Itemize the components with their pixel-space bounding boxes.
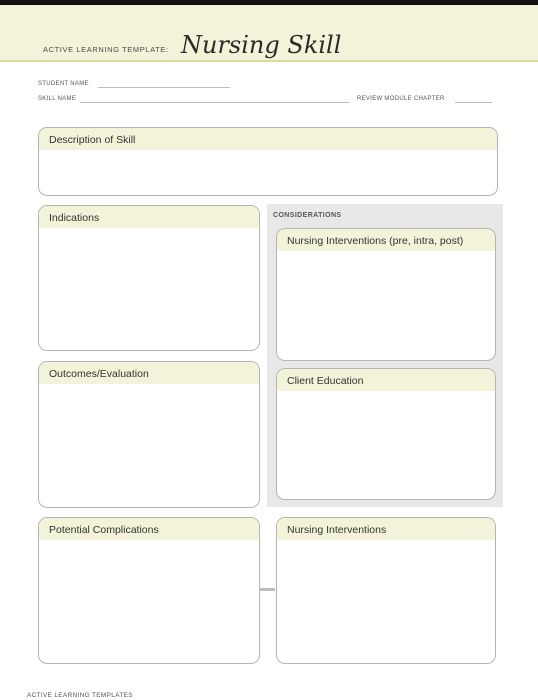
description-text-area[interactable] bbox=[39, 150, 497, 196]
template-header bbox=[0, 5, 538, 62]
outcomes-heading: Outcomes/Evaluation bbox=[39, 362, 259, 384]
potential-complications-heading: Potential Complications bbox=[39, 518, 259, 540]
nursing-interventions-heading: Nursing Interventions bbox=[277, 518, 495, 540]
indications-box bbox=[38, 205, 260, 351]
nursing-interventions-box bbox=[276, 517, 496, 664]
nursing-interventions-pip-box bbox=[276, 228, 496, 361]
client-education-heading: Client Education bbox=[277, 369, 495, 391]
client-education-box bbox=[276, 368, 496, 500]
outcomes-box bbox=[38, 361, 260, 508]
review-module-chapter-field[interactable] bbox=[455, 102, 492, 103]
potential-complications-text-area[interactable] bbox=[39, 540, 259, 664]
skill-name-field[interactable] bbox=[80, 102, 350, 103]
outcomes-text-area[interactable] bbox=[39, 384, 259, 508]
description-box bbox=[38, 127, 498, 196]
footer-label: ACTIVE LEARNING TEMPLATES bbox=[27, 692, 133, 699]
indications-heading: Indications bbox=[39, 206, 259, 228]
review-module-chapter-label: REVIEW MODULE CHAPTER bbox=[357, 96, 445, 102]
connector-line bbox=[259, 588, 275, 591]
indications-text-area[interactable] bbox=[39, 228, 259, 351]
nursing-interventions-pip-text-area[interactable] bbox=[277, 251, 495, 361]
client-education-text-area[interactable] bbox=[277, 391, 495, 500]
nursing-interventions-text-area[interactable] bbox=[277, 540, 495, 664]
template-label: ACTIVE LEARNING TEMPLATE: bbox=[43, 45, 169, 54]
considerations-label: CONSIDERATIONS bbox=[273, 212, 342, 219]
description-heading: Description of Skill bbox=[39, 128, 497, 150]
skill-name-label: SKILL NAME bbox=[38, 96, 77, 102]
nursing-interventions-pip-heading: Nursing Interventions (pre, intra, post) bbox=[277, 229, 495, 251]
template-title: Nursing Skill bbox=[181, 31, 342, 59]
student-name-label: STUDENT NAME bbox=[38, 81, 89, 87]
potential-complications-box bbox=[38, 517, 260, 664]
student-name-field[interactable] bbox=[98, 87, 230, 88]
